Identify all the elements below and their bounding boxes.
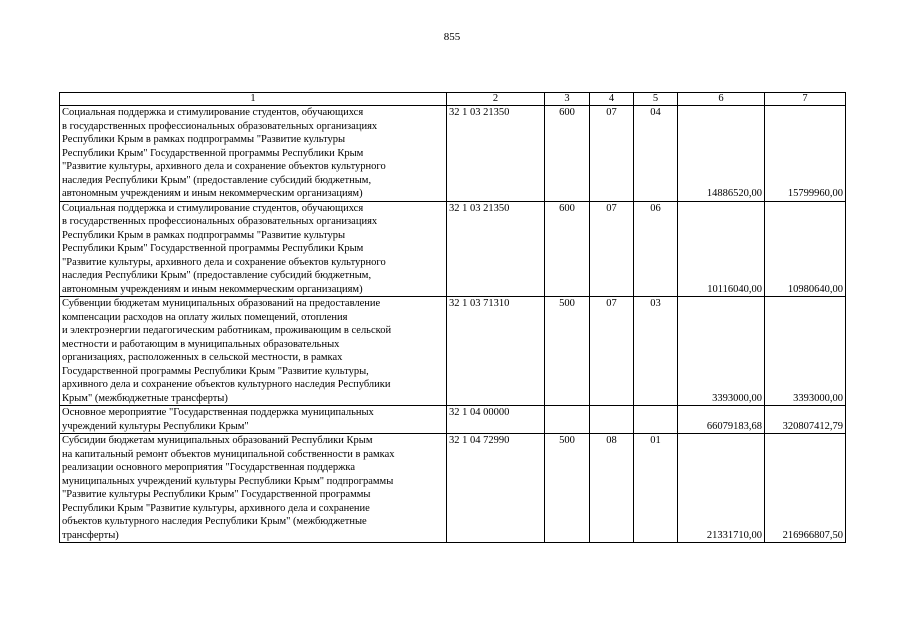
expense-name: Социальная поддержка и стимулирование студентов, обучающихся в государственных профессиональных образовательных организациях Республики Крым в рамках подпрограммы "Развитие культуры Республики Крым" Государственной программы Республики Крым "Развитие культуры, архивного дела и сохранение объектов культурного наследия Республики Крым" (предоставление субсидий бюджетным, автономным учреждениям и иным некоммерческим организациям) [60,201,447,297]
column-header-5: 5 [634,93,678,106]
table-row [60,434,846,543]
target-code: 32 1 03 21350 [447,201,545,297]
subsection-code: 04 [634,106,678,202]
budget-table [59,92,846,543]
expense-type-code: 600 [545,201,590,297]
column-header-7: 7 [765,93,846,106]
subsection-code [634,406,678,434]
page-number: 855 [443,31,461,43]
amount-year-2: 3393000,00 [765,297,846,406]
target-code: 32 1 04 00000 [447,406,545,434]
expense-type-code: 500 [545,434,590,543]
expense-name: Основное мероприятие "Государственная поддержка муниципальных учреждений культуры Республики Крым" [60,406,447,434]
expense-type-code: 500 [545,297,590,406]
section-code: 08 [590,434,634,543]
expense-name: Субвенции бюджетам муниципальных образований на предоставление компенсации расходов на оплату жилых помещений, отопления и электроэнергии педагогическим работникам, проживающим в сельской местности и работающим в муниципальных образовательных организациях, расположенных в сельской местности, в рамках Государственной программы Республики Крым "Развитие культуры, архивного дела и сохранение объектов культурного наследия Республики Крым" (межбюджетные трансферты) [60,297,447,406]
table-row [60,406,846,434]
amount-year-2: 320807412,79 [765,406,846,434]
subsection-code: 01 [634,434,678,543]
amount-year-2: 15799960,00 [765,106,846,202]
target-code: 32 1 03 71310 [447,297,545,406]
amount-year-2: 216966807,50 [765,434,846,543]
section-code [590,406,634,434]
column-header-1: 1 [60,93,447,106]
table-row [60,297,846,406]
section-code: 07 [590,106,634,202]
section-code: 07 [590,297,634,406]
amount-year-1: 66079183,68 [678,406,765,434]
target-code: 32 1 03 21350 [447,106,545,202]
amount-year-1: 10116040,00 [678,201,765,297]
expense-type-code: 600 [545,106,590,202]
expense-name: Социальная поддержка и стимулирование студентов, обучающихся в государственных профессиональных образовательных организациях Республики Крым в рамках подпрограммы "Развитие культуры Республики Крым" Государственной программы Республики Крым "Развитие культуры, архивного дела и сохранение объектов культурного наследия Республики Крым" (предоставление субсидий бюджетным, автономным учреждениям и иным некоммерческим организациям) [60,106,447,202]
amount-year-1: 14886520,00 [678,106,765,202]
column-header-6: 6 [678,93,765,106]
amount-year-2: 10980640,00 [765,201,846,297]
column-header-4: 4 [590,93,634,106]
expense-type-code [545,406,590,434]
subsection-code: 03 [634,297,678,406]
table-row [60,201,846,297]
section-code: 07 [590,201,634,297]
table-row [60,106,846,202]
expense-name: Субсидии бюджетам муниципальных образований Республики Крым на капитальный ремонт объектов муниципальной собственности в рамках реализации основного мероприятия "Государственная поддержка муниципальных учреждений культуры Республики Крым" подпрограммы "Развитие культуры Республики Крым" Государственной программы Республики Крым "Развитие культуры, архивного дела и сохранение объектов культурного наследия Республики Крым" (межбюджетные трансферты) [60,434,447,543]
amount-year-1: 21331710,00 [678,434,765,543]
column-header-2: 2 [447,93,545,106]
header-row [60,93,846,106]
amount-year-1: 3393000,00 [678,297,765,406]
column-header-3: 3 [545,93,590,106]
subsection-code: 06 [634,201,678,297]
target-code: 32 1 04 72990 [447,434,545,543]
